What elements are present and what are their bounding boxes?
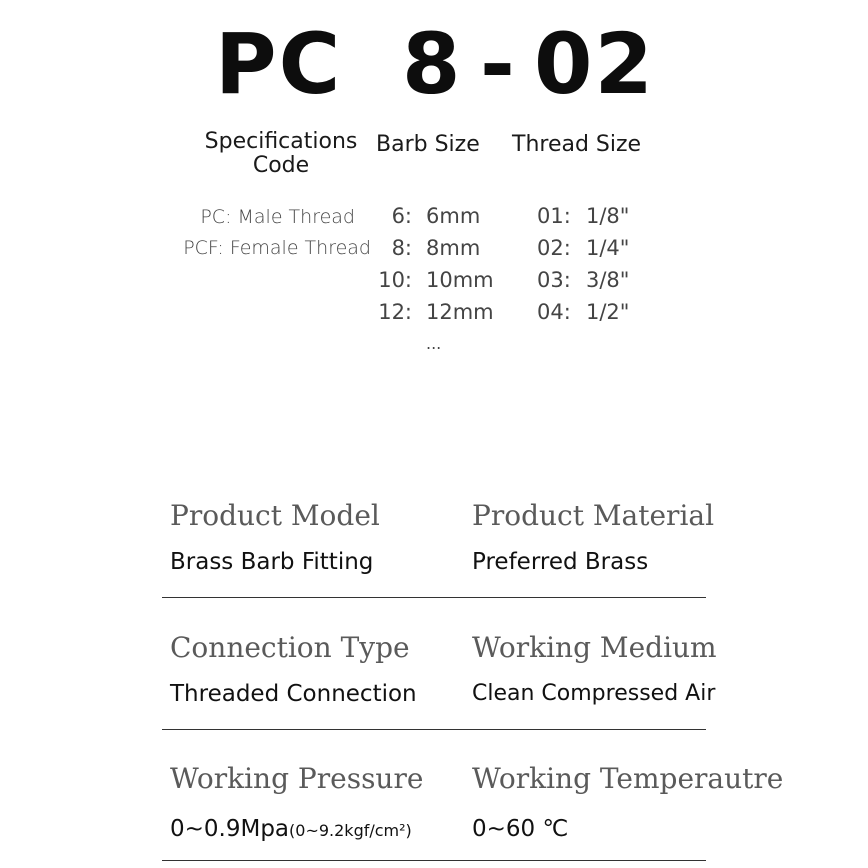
divider xyxy=(162,729,706,730)
working-temperature-label: Working Temperautre xyxy=(472,762,784,795)
thread-size-code: 02: xyxy=(537,236,571,260)
barb-size-value: 6mm xyxy=(426,204,481,228)
barb-size-code: 10: xyxy=(378,268,412,292)
part-size: 8 xyxy=(402,15,463,113)
working-temperature-value: 0~60 ℃ xyxy=(472,816,569,842)
spec-code-heading xyxy=(200,130,362,178)
part-prefix: PC xyxy=(215,15,343,113)
barb-size-code: 8: xyxy=(391,236,412,260)
connection-type-value: Threaded Connection xyxy=(170,681,417,707)
working-pressure-note: (0~9.2kgf/cm²) xyxy=(289,821,412,840)
thread-size-value: 1/2" xyxy=(586,300,630,324)
barb-size-heading: Barb Size xyxy=(376,132,480,157)
working-pressure-main: 0~0.9Mpa xyxy=(170,816,290,842)
part-thread: 02 xyxy=(534,15,655,113)
connection-type-label: Connection Type xyxy=(170,631,410,664)
product-model-value: Brass Barb Fitting xyxy=(170,549,374,575)
thread-size-value: 3/8" xyxy=(586,268,630,292)
product-model-label: Product Model xyxy=(170,499,380,532)
product-material-label: Product Material xyxy=(472,499,715,532)
barb-size-code: 12: xyxy=(378,300,412,324)
barb-size-value: 10mm xyxy=(426,268,494,292)
thread-size-code: 01: xyxy=(537,204,571,228)
part-dash: - xyxy=(480,15,517,113)
barb-size-code: 6: xyxy=(391,204,412,228)
thread-size-value: 1/8" xyxy=(586,204,630,228)
spec-code-item: PC: Male Thread xyxy=(200,206,355,228)
working-pressure-label: Working Pressure xyxy=(170,762,424,795)
working-medium-value: Clean Compressed Air xyxy=(472,681,716,706)
barb-size-value: 8mm xyxy=(426,236,481,260)
barb-size-more: ... xyxy=(426,334,442,353)
thread-size-code: 04: xyxy=(537,300,571,324)
thread-size-code: 03: xyxy=(537,268,571,292)
thread-size-heading: Thread Size xyxy=(512,132,642,157)
spec-code-heading-line1: Specifications xyxy=(204,129,358,154)
divider xyxy=(162,597,706,598)
spec-code-item: PCF: Female Thread xyxy=(183,237,371,259)
thread-size-value: 1/4" xyxy=(586,236,630,260)
working-pressure-value xyxy=(170,815,412,845)
spec-code-heading-line2: Code xyxy=(252,153,310,178)
product-material-value: Preferred Brass xyxy=(472,549,649,575)
barb-size-value: 12mm xyxy=(426,300,494,324)
working-medium-label: Working Medium xyxy=(472,631,717,664)
divider xyxy=(162,860,706,861)
